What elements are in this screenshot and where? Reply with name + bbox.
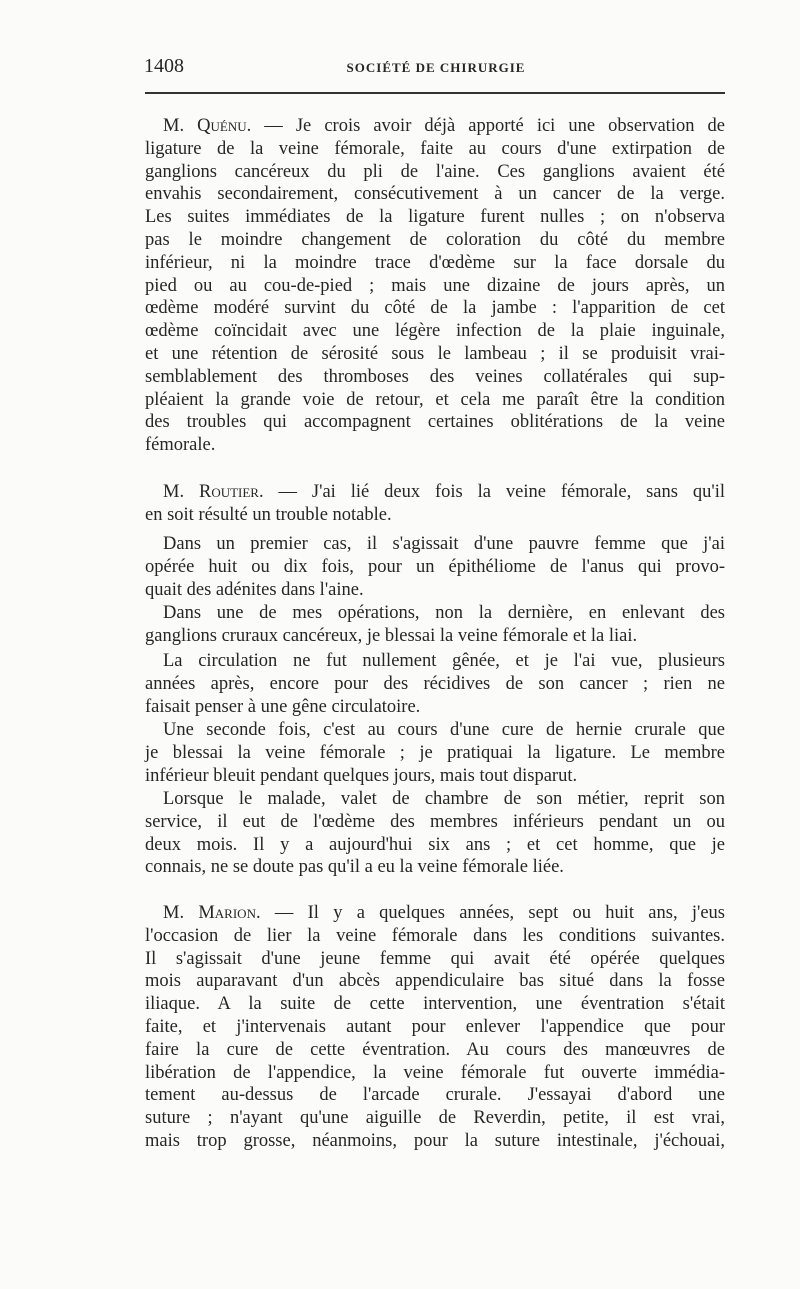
text-line: Une seconde fois, c'est au cours d'une cure de hernie crurale que — [163, 720, 725, 740]
text-line: Dans un premier cas, il s'agissait d'une pauvre femme que j'ai — [163, 534, 725, 554]
text-line: service, il eut de l'œdème des membres inférieurs pendant un ou — [145, 811, 725, 832]
text-line: quait des adénites dans l'aine. — [145, 579, 364, 600]
text-line: Il s'agissait d'une jeune femme qui avait été opérée quelques — [145, 948, 725, 969]
text-line: mais trop grosse, néanmoins, pour la suture intestinale, j'échouai, — [145, 1130, 725, 1151]
header-rule — [145, 92, 725, 94]
text-line: iliaque. A la suite de cette intervention, une éventration s'était — [145, 994, 725, 1015]
text-line: je blessai la veine fémorale ; je pratiquai la ligature. Le membre — [145, 742, 725, 763]
paragraph — [145, 602, 725, 648]
text-line: inférieur bleuit pendant quelques jours, mais tout disparut. — [145, 765, 578, 786]
running-head: SOCIÉTÉ DE CHIRURGIE — [346, 60, 526, 75]
text-line: mois auparavant d'un abcès appendiculaire bas situé dans la fosse — [145, 971, 725, 992]
paragraph — [145, 719, 725, 787]
paragraph — [145, 115, 725, 457]
text-line: faire la cure de cette éventration. Au cours des manœuvres de — [145, 1039, 725, 1060]
text-line: opérée huit ou dix fois, pour un épithéliome de l'anus qui provo- — [145, 556, 725, 577]
text-line: libération de l'appendice, la veine fémorale fut ouverte immédia- — [145, 1062, 725, 1083]
text-line: envahis secondairement, consécutivement à un cancer de la verge. — [145, 184, 725, 205]
text-line: faite, et j'intervenais autant pour enlever l'appendice que pour — [145, 1016, 725, 1037]
text-line: tement au-dessus de l'arcade crurale. J'essayai d'abord une — [145, 1085, 725, 1106]
text-line — [145, 481, 725, 504]
page-number: 1408 — [144, 55, 184, 77]
text-line: Les suites immédiates de la ligature furent nulles ; on n'observa — [145, 207, 725, 228]
text-line: La circulation ne fut nullement gênée, et je l'ai vue, plusieurs — [163, 651, 725, 671]
speaker-name: M. Marion. — [163, 903, 261, 923]
text-line: des troubles qui accompagnent certaines oblitérations de la veine — [145, 412, 725, 433]
text-line: faisait penser à une gêne circulatoire. — [145, 696, 421, 717]
text-line: ganglions cruraux cancéreux, je blessai la veine fémorale et la liai. — [145, 625, 638, 646]
text-line: suture ; n'ayant qu'une aiguille de Reverdin, petite, il est vrai, — [145, 1108, 725, 1129]
paragraph — [145, 788, 725, 879]
text-line: œdème modéré survint du côté de la jambe : l'apparition de cet — [145, 298, 725, 319]
text-line: deux mois. Il y a aujourd'hui six ans ; et cet homme, que je — [145, 834, 725, 855]
text-line: en soit résulté un trouble notable. — [145, 504, 392, 525]
text-line: années après, encore pour des récidives de son cancer ; rien ne — [145, 673, 725, 694]
text-line: inférieur, ni la moindre trace d'œdème sur la face dorsale du — [145, 252, 725, 273]
text-line: pied ou au cou-de-pied ; mais une dizaine de jours après, un — [145, 275, 725, 296]
text-line: pas le moindre changement de coloration du côté du membre — [145, 229, 725, 250]
text-line: ganglions cancéreux du pli de l'aine. Ces ganglions avaient été — [145, 161, 725, 182]
line-text: — J'ai lié deux fois la veine fémorale, sans qu'il — [263, 482, 725, 502]
text-line — [145, 902, 725, 925]
line-text: — Je crois avoir déjà apporté ici une observation de — [251, 116, 725, 136]
text-line — [145, 115, 725, 138]
paragraph — [145, 902, 725, 1153]
text-line: l'occasion de lier la veine fémorale dans les conditions suivantes. — [145, 925, 725, 946]
text-line: ligature de la veine fémorale, faite au cours d'une extirpation de — [145, 138, 725, 159]
paragraph — [145, 650, 725, 718]
paragraph — [145, 533, 725, 601]
text-line: Lorsque le malade, valet de chambre de son métier, reprit son — [163, 789, 725, 809]
text-line: connais, ne se doute pas qu'il a eu la veine fémorale liée. — [145, 857, 564, 878]
speaker-name: M. Quénu. — [163, 116, 252, 136]
text-line: fémorale. — [145, 435, 216, 456]
text-line: Dans une de mes opérations, non la dernière, en enlevant des — [163, 603, 725, 623]
text-line: œdème coïncidait avec une légère infection de la plaie inguinale, — [145, 321, 725, 342]
text-line: et une rétention de sérosité sous le lambeau ; il se produisit vrai- — [145, 343, 725, 364]
paragraph — [145, 481, 725, 527]
line-text: — Il y a quelques années, sept ou huit ans, j'eus — [260, 903, 725, 923]
text-line: pléaient la grande voie de retour, et cela me paraît être la condition — [145, 389, 725, 410]
text-line: semblablement des thromboses des veines collatérales qui sup- — [145, 366, 725, 387]
speaker-name: M. Routier. — [163, 482, 264, 502]
